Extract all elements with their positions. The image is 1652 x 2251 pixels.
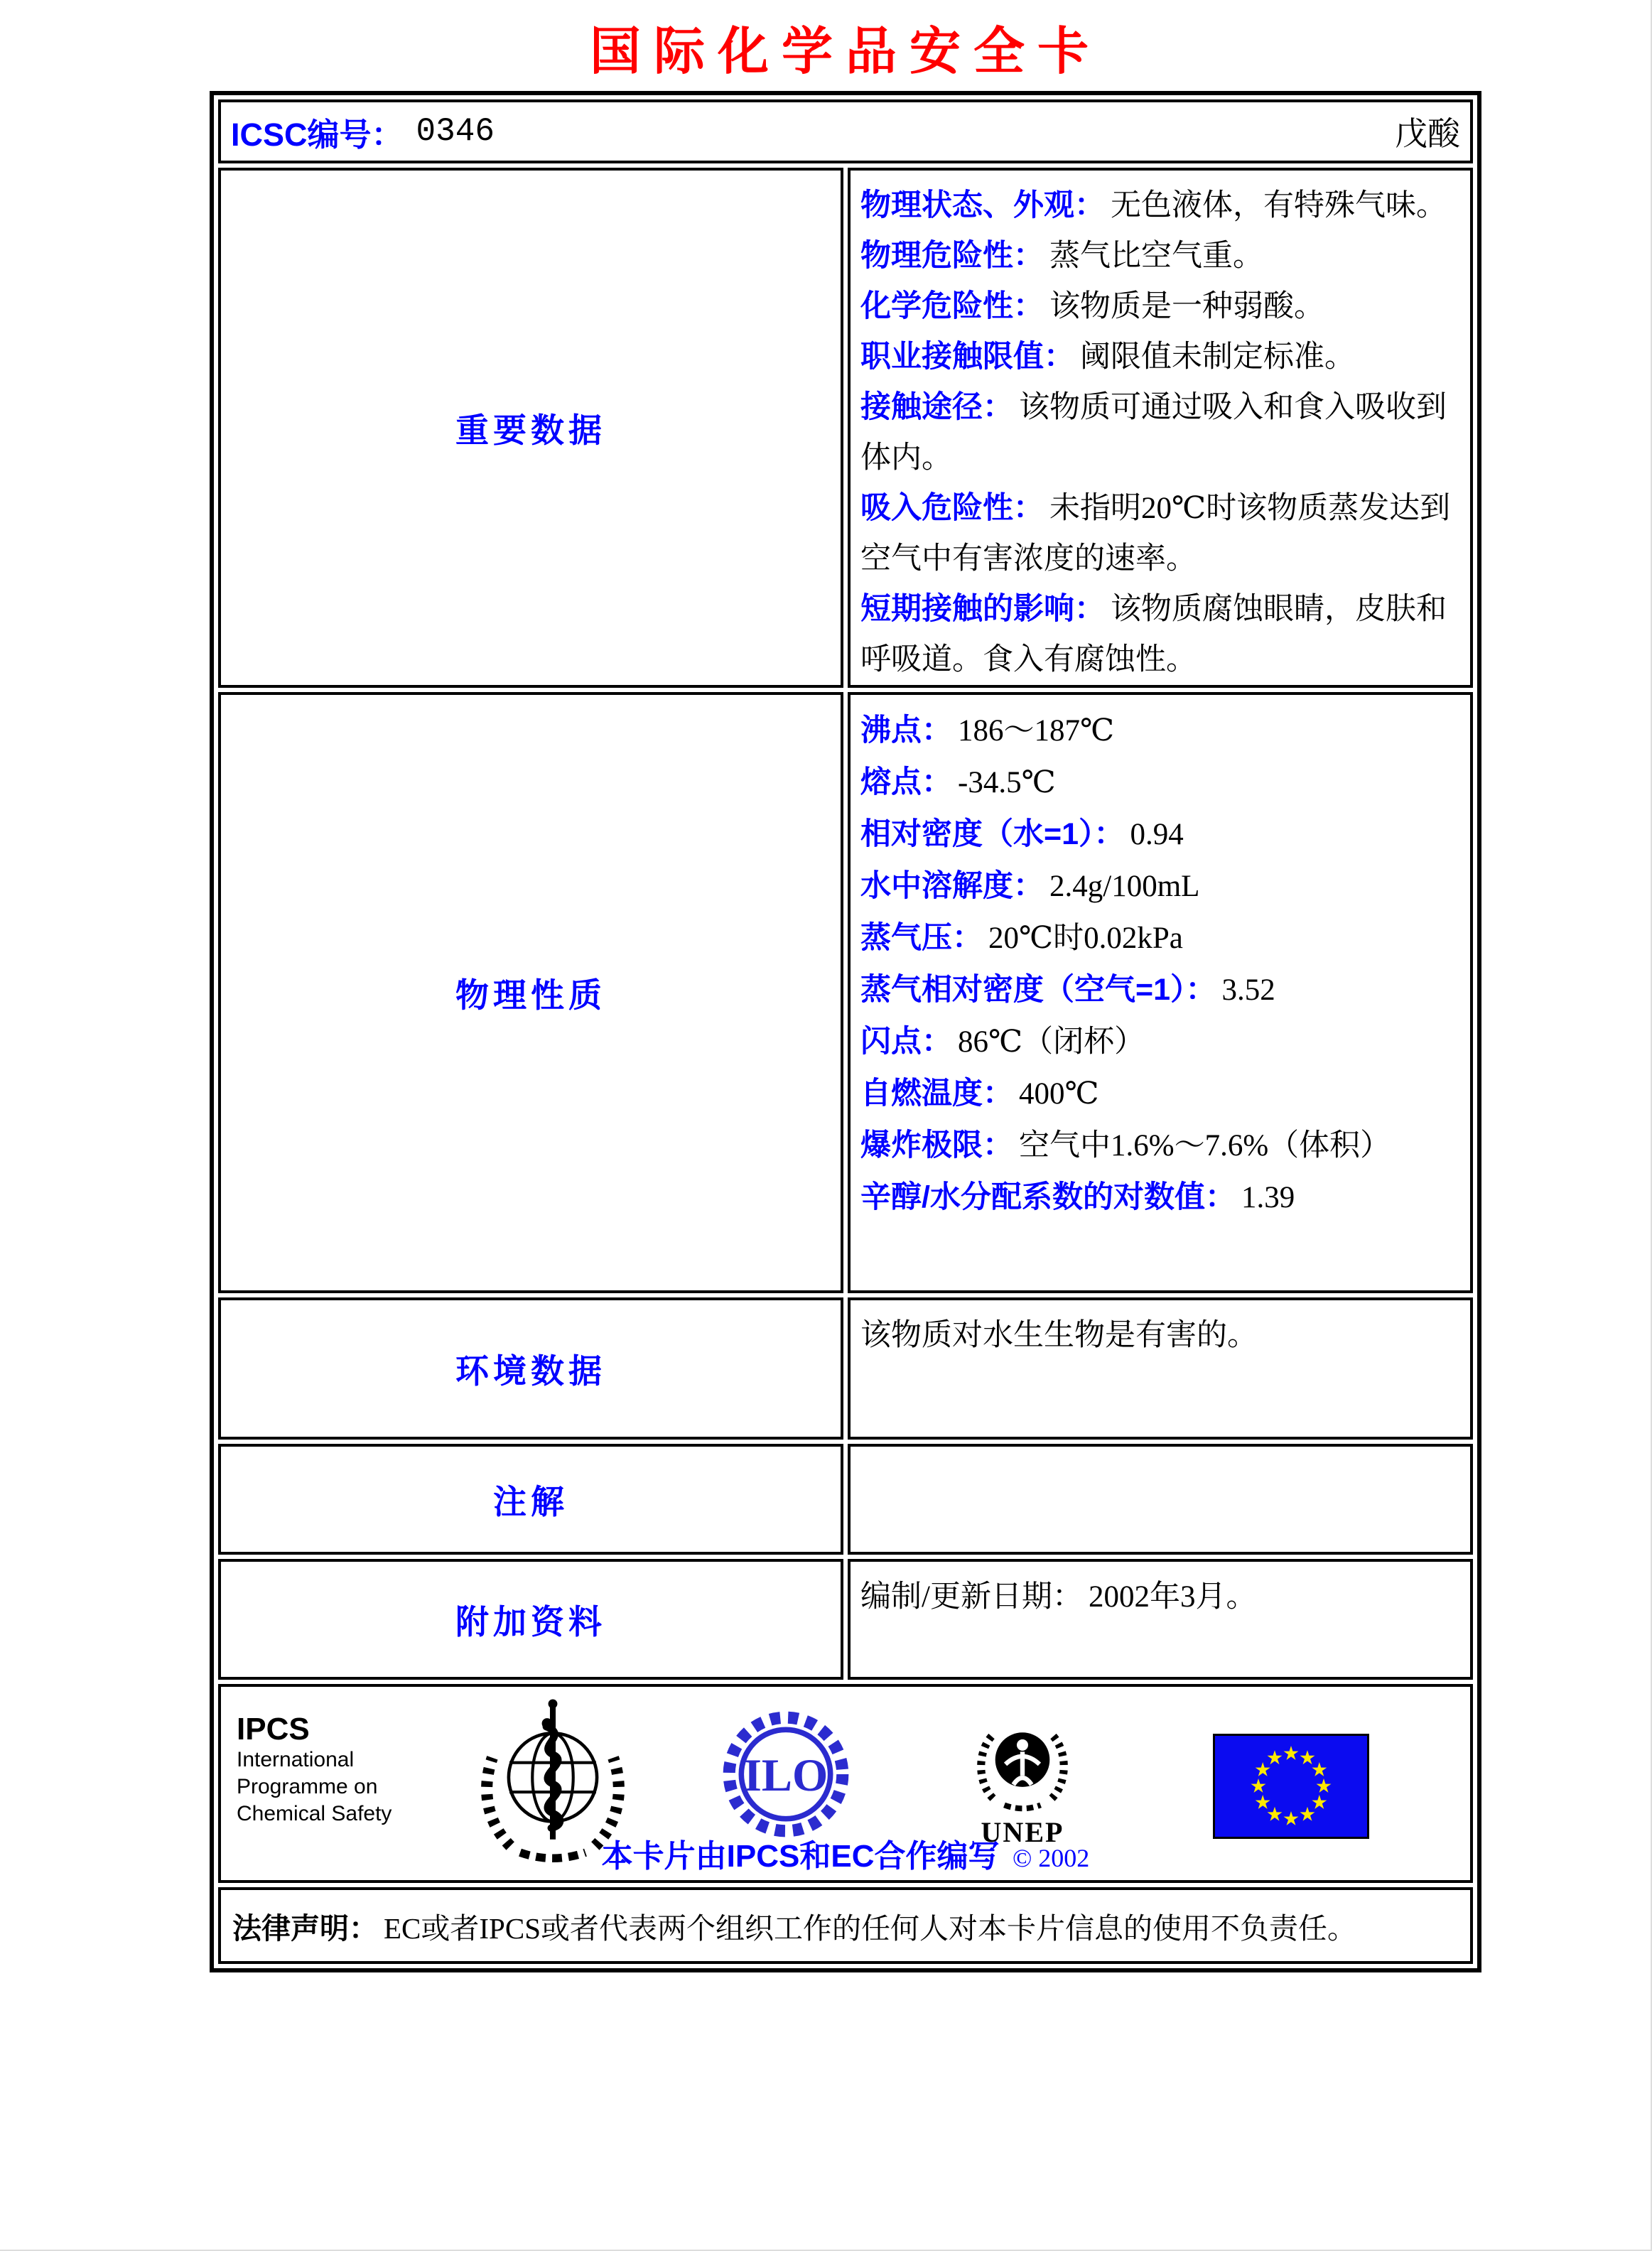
ipcs-acronym: IPCS bbox=[237, 1712, 310, 1747]
field-value: 无色液体，有特殊气味。 bbox=[1111, 189, 1447, 222]
field-key: 相对密度（水=1）： bbox=[860, 817, 1125, 851]
field-value: 阈限值未制定标准。 bbox=[1080, 340, 1355, 374]
unep-emblem-icon bbox=[966, 1705, 1079, 1849]
icsc-table bbox=[210, 91, 1481, 1972]
field-key: 接触途径： bbox=[860, 390, 1013, 424]
legal-label: 法律声明： bbox=[232, 1911, 378, 1945]
field-key: 辛醇/水分配系数的对数值： bbox=[860, 1180, 1236, 1214]
data-line bbox=[860, 912, 1457, 964]
data-line bbox=[860, 1068, 1457, 1120]
legal-text: EC或者IPCS或者代表两个组织工作的任何人对本卡片信息的使用不负责任。 bbox=[384, 1911, 1356, 1945]
icsc-number-label: ICSC编号： bbox=[231, 116, 404, 153]
section-content-notes bbox=[848, 1444, 1473, 1555]
field-key: 自燃温度： bbox=[860, 1076, 1013, 1111]
ipcs-text-block bbox=[237, 1712, 392, 1828]
field-key: 蒸气相对密度（空气=1）： bbox=[860, 973, 1216, 1007]
data-line bbox=[860, 382, 1457, 483]
data-line bbox=[860, 964, 1457, 1016]
copyright-text: © 2002 bbox=[1012, 1844, 1090, 1872]
section-label-notes: 注解 bbox=[218, 1444, 843, 1555]
section-content-environmental-data bbox=[848, 1297, 1473, 1440]
chemical-name: 戊酸 bbox=[1395, 116, 1460, 152]
section-label-environmental-data: 环境数据 bbox=[218, 1297, 843, 1440]
section-content-important-data bbox=[848, 168, 1473, 688]
ilo-emblem-icon bbox=[718, 1707, 853, 1845]
field-value: 3.52 bbox=[1221, 973, 1275, 1007]
field-value: 2.4g/100mL bbox=[1049, 870, 1200, 903]
field-key: 熔点： bbox=[860, 765, 952, 799]
ipcs-line: Programme on bbox=[237, 1775, 378, 1798]
data-line bbox=[860, 757, 1457, 809]
icsc-number-value: 0346 bbox=[416, 113, 495, 150]
data-line bbox=[860, 584, 1457, 685]
row-important-data bbox=[218, 168, 1473, 688]
data-line bbox=[860, 809, 1457, 860]
field-value: 1.39 bbox=[1241, 1181, 1295, 1214]
section-content-additional-information bbox=[848, 1559, 1473, 1680]
field-value: 0.94 bbox=[1130, 818, 1184, 851]
field-value: 该物质对水生生物是有害的。 bbox=[860, 1319, 1258, 1352]
field-key: 吸入危险性： bbox=[860, 491, 1044, 525]
field-value: 86℃（闭杯） bbox=[958, 1025, 1145, 1059]
field-key: 爆炸极限： bbox=[860, 1128, 1013, 1162]
field-value: 蒸气比空气重。 bbox=[1049, 239, 1263, 273]
data-line bbox=[860, 1120, 1457, 1172]
data-line bbox=[860, 1016, 1457, 1068]
ipcs-line: International bbox=[237, 1748, 355, 1771]
row-environmental-data bbox=[218, 1297, 1473, 1440]
data-line bbox=[860, 483, 1457, 584]
page-title: 国际化学品安全卡 bbox=[589, 23, 1101, 80]
field-value: 400℃ bbox=[1019, 1077, 1099, 1111]
data-line bbox=[860, 1172, 1457, 1224]
data-line bbox=[860, 705, 1457, 757]
unep-label: UNEP bbox=[981, 1816, 1064, 1848]
field-value: 空气中1.6%～7.6%（体积） bbox=[1019, 1129, 1391, 1162]
data-line bbox=[860, 231, 1457, 281]
data-line bbox=[860, 1572, 1457, 1622]
field-value: 20℃时0.02kPa bbox=[988, 922, 1183, 955]
data-line bbox=[860, 860, 1457, 912]
ipcs-line: Chemical Safety bbox=[237, 1802, 392, 1825]
row-physical-properties bbox=[218, 692, 1473, 1293]
logos-cell bbox=[218, 1684, 1473, 1883]
section-content-physical-properties bbox=[848, 692, 1473, 1293]
header-cell bbox=[218, 99, 1473, 163]
field-key: 物理状态、外观： bbox=[860, 188, 1105, 222]
data-line bbox=[860, 332, 1457, 382]
field-key: 物理危险性： bbox=[860, 239, 1044, 273]
row-additional-information bbox=[218, 1559, 1473, 1680]
section-label-additional-information: 附加资料 bbox=[218, 1559, 843, 1680]
field-value: 该物质可通过吸入和食入吸收到体内。 bbox=[860, 391, 1447, 475]
section-label-important-data: 重要数据 bbox=[218, 168, 843, 688]
field-key: 闪点： bbox=[860, 1025, 952, 1059]
data-line bbox=[860, 281, 1457, 332]
row-legal bbox=[218, 1887, 1473, 1964]
field-key: 化学危险性： bbox=[860, 289, 1044, 323]
field-value: 该物质腐蚀眼睛，皮肤和呼吸道。食入有腐蚀性。 bbox=[860, 593, 1447, 676]
field-value: 未指明20℃时该物质蒸发达到空气中有害浓度的速率。 bbox=[860, 492, 1451, 576]
field-key: 沸点： bbox=[860, 713, 952, 747]
eu-flag-icon bbox=[1213, 1734, 1369, 1842]
header-row bbox=[218, 99, 1473, 163]
field-key: 水中溶解度： bbox=[860, 869, 1044, 903]
field-value: 186～187℃ bbox=[958, 714, 1115, 747]
field-key: 蒸气压： bbox=[860, 921, 983, 955]
field-value: 该物质是一种弱酸。 bbox=[1049, 290, 1324, 323]
credit-text: 本卡片由IPCS和EC合作编写 bbox=[601, 1839, 1000, 1874]
ilo-letters: ILO bbox=[743, 1749, 828, 1801]
credit-line bbox=[221, 1830, 1470, 1876]
legal-cell bbox=[218, 1887, 1473, 1964]
field-value: 2002年3月。 bbox=[1088, 1580, 1257, 1614]
row-notes bbox=[218, 1444, 1473, 1555]
data-line bbox=[860, 1310, 1457, 1361]
field-key: 短期接触的影响： bbox=[860, 592, 1105, 626]
field-key: 职业接触限值： bbox=[860, 340, 1074, 374]
field-key: 编制/更新日期： bbox=[860, 1580, 1083, 1614]
row-logos bbox=[218, 1684, 1473, 1883]
field-value: -34.5℃ bbox=[958, 766, 1056, 799]
data-line bbox=[860, 180, 1457, 231]
section-label-physical-properties: 物理性质 bbox=[218, 692, 843, 1293]
